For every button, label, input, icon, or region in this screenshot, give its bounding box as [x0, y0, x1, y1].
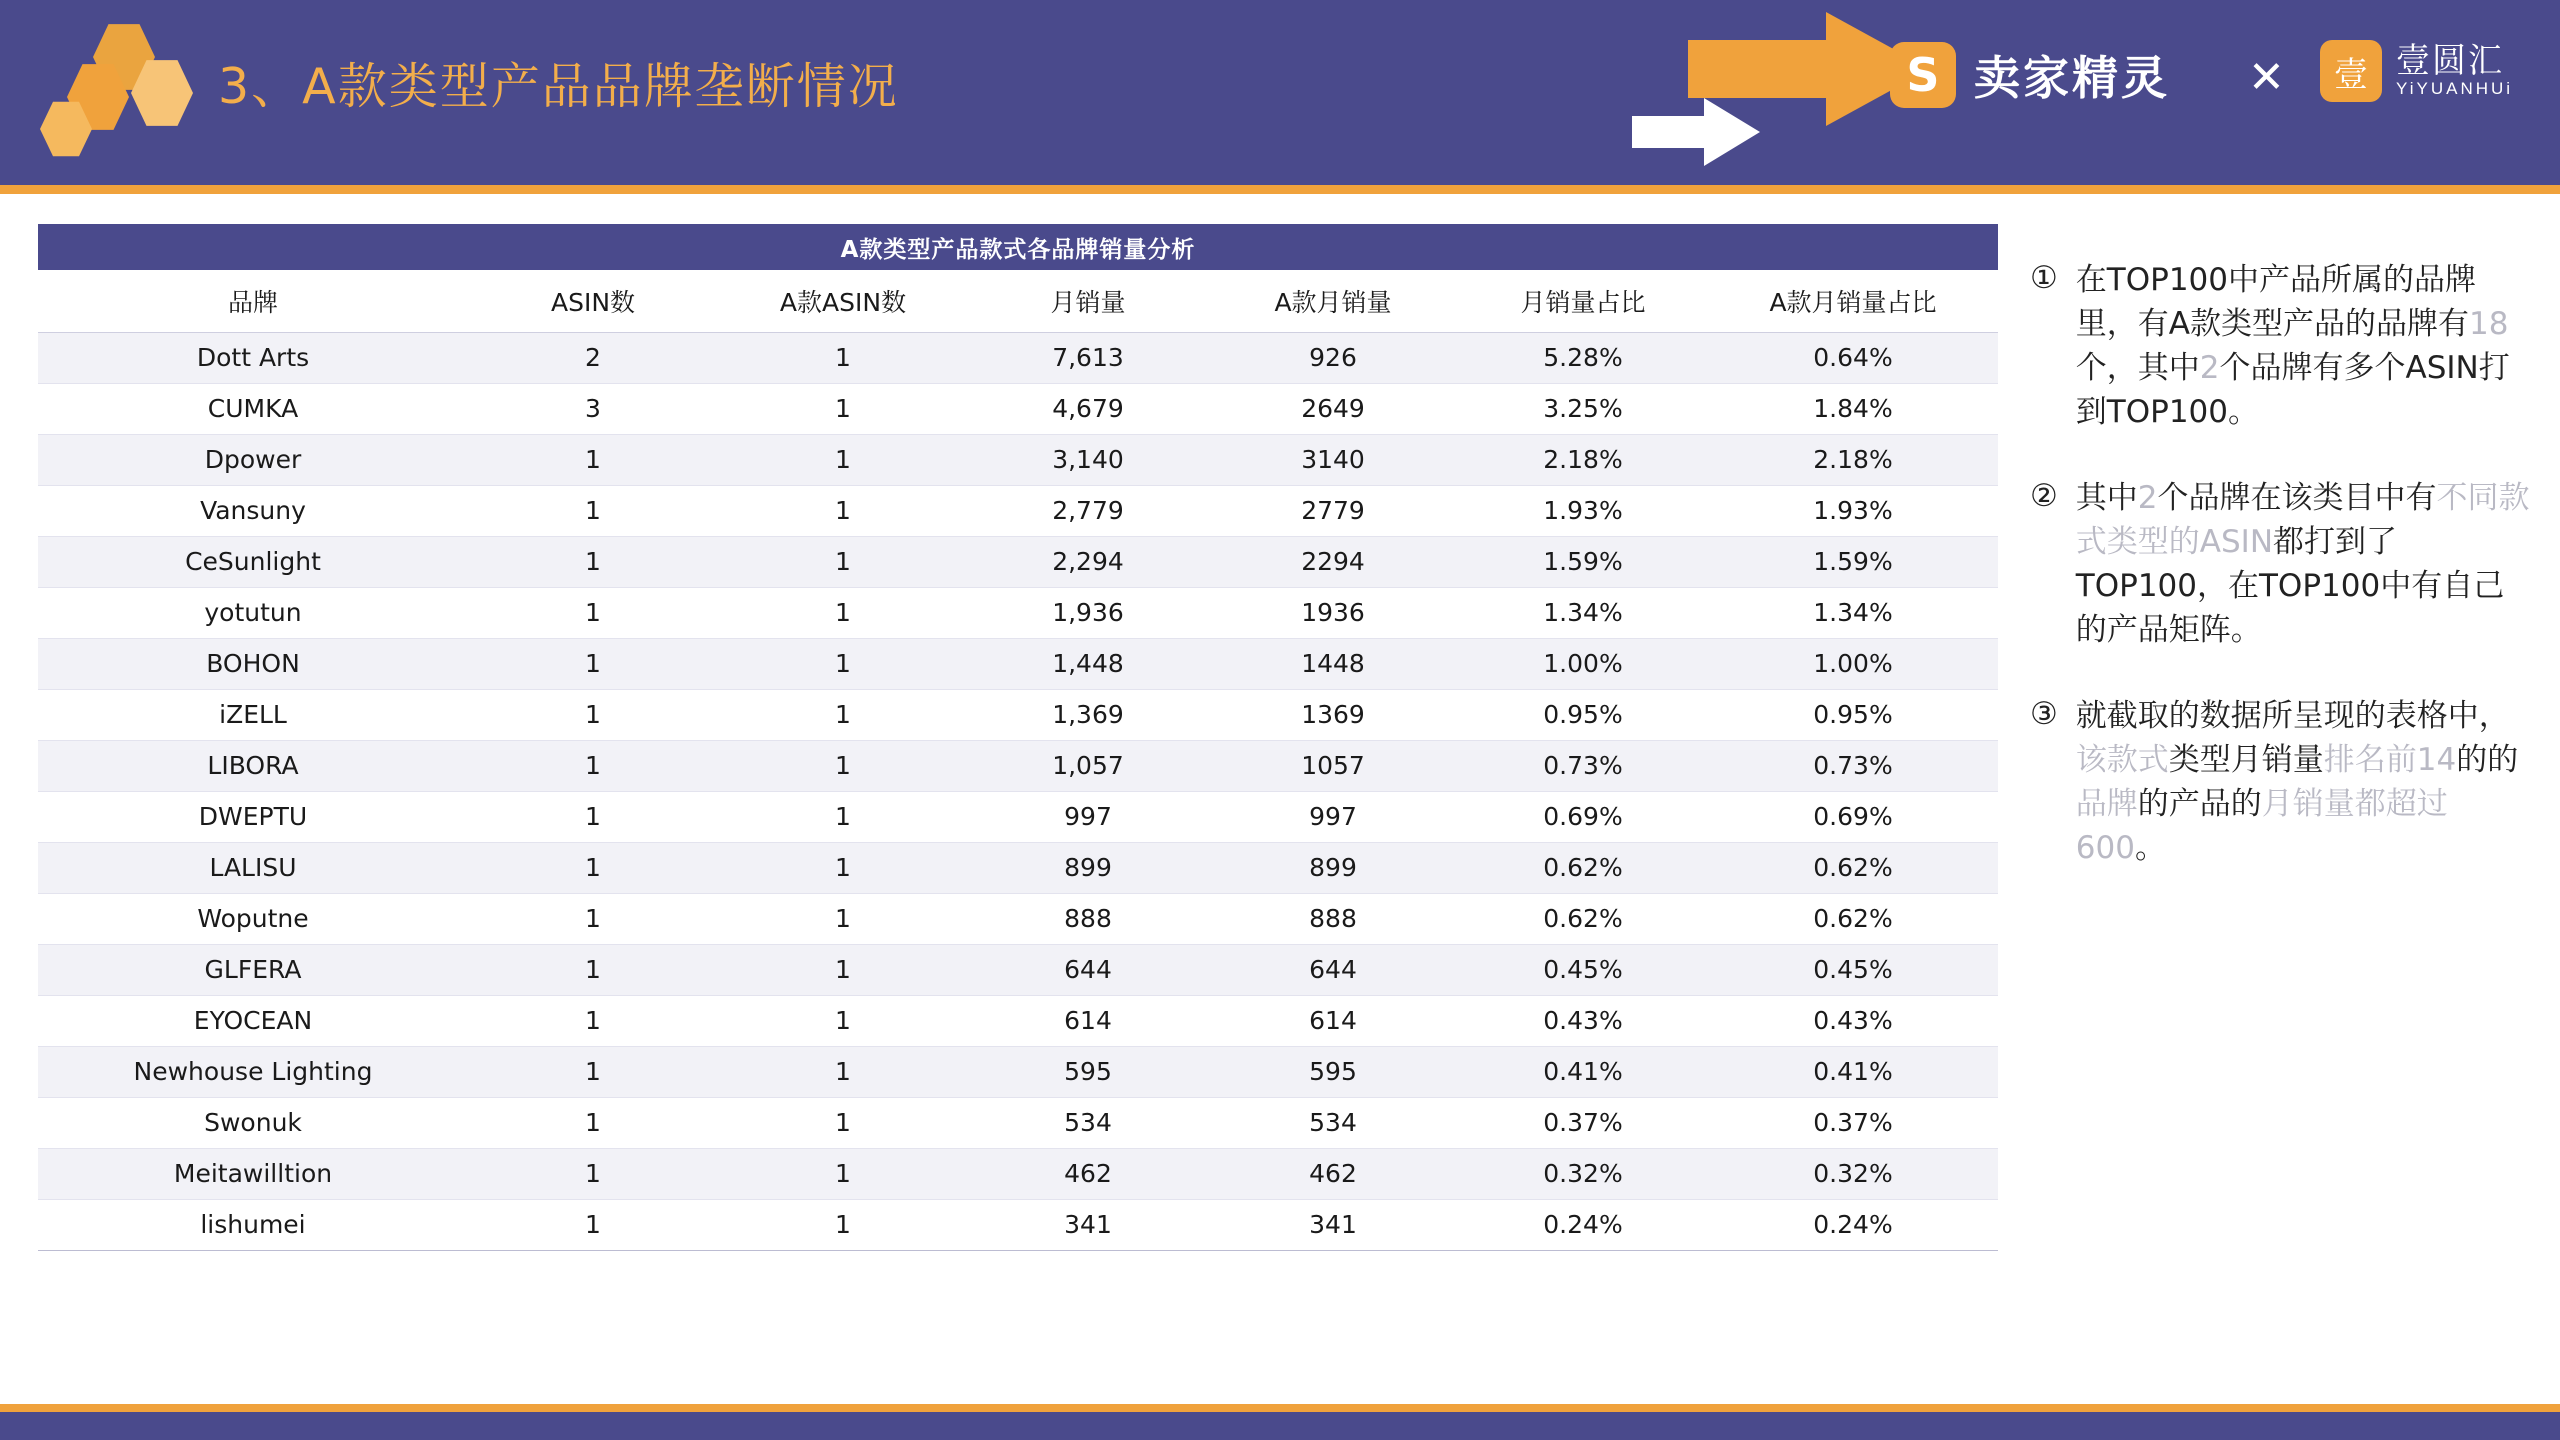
note-text-segment: 的的 — [2456, 742, 2519, 779]
cell-a-asin-count: 1 — [718, 995, 968, 1046]
brand-primary-logo — [1890, 42, 2170, 108]
cell-sales-share: 0.95% — [1458, 689, 1708, 740]
table-row — [38, 893, 1998, 944]
cell-brand: Vansuny — [38, 485, 468, 536]
cell-a-monthly-sales: 644 — [1208, 944, 1458, 995]
cell-sales-share: 0.43% — [1458, 995, 1708, 1046]
column-header-sales-share: 月销量占比 — [1458, 270, 1708, 332]
note-text-segment: 排名前14 — [2323, 742, 2457, 779]
cell-monthly-sales: 595 — [968, 1046, 1208, 1097]
note-marker: ③ — [2030, 696, 2058, 733]
cell-a-sales-share: 0.73% — [1708, 740, 1998, 791]
cell-sales-share: 0.62% — [1458, 842, 1708, 893]
column-header-asin-count: ASIN数 — [468, 270, 718, 332]
table-row — [38, 791, 1998, 842]
cell-asin-count: 1 — [468, 842, 718, 893]
cell-asin-count: 1 — [468, 536, 718, 587]
cell-a-monthly-sales: 899 — [1208, 842, 1458, 893]
cell-asin-count: 1 — [468, 995, 718, 1046]
cell-brand: Woputne — [38, 893, 468, 944]
cell-asin-count: 1 — [468, 689, 718, 740]
note-item — [2030, 476, 2530, 652]
note-text — [2076, 258, 2530, 434]
note-text-segment: 都打到了TOP100，在TOP100中有自己的产品矩阵。 — [2075, 524, 2505, 649]
cell-sales-share: 0.62% — [1458, 893, 1708, 944]
cell-brand: EYOCEAN — [38, 995, 468, 1046]
cell-brand: Newhouse Lighting — [38, 1046, 468, 1097]
cell-a-monthly-sales: 888 — [1208, 893, 1458, 944]
cell-monthly-sales: 2,779 — [968, 485, 1208, 536]
cell-a-sales-share: 1.00% — [1708, 638, 1998, 689]
table-row — [38, 944, 1998, 995]
cell-a-sales-share: 0.69% — [1708, 791, 1998, 842]
cell-monthly-sales: 462 — [968, 1148, 1208, 1199]
note-text-segment: 2 — [2137, 480, 2158, 517]
column-header-monthly-sales: 月销量 — [968, 270, 1208, 332]
cell-brand: BOHON — [38, 638, 468, 689]
cell-a-sales-share: 0.41% — [1708, 1046, 1998, 1097]
table-row — [38, 383, 1998, 434]
header-accent-divider — [0, 185, 2560, 194]
cell-asin-count: 1 — [468, 638, 718, 689]
cell-monthly-sales: 3,140 — [968, 434, 1208, 485]
cell-a-asin-count: 1 — [718, 638, 968, 689]
cell-sales-share: 1.00% — [1458, 638, 1708, 689]
cell-a-asin-count: 1 — [718, 332, 968, 383]
cell-a-asin-count: 1 — [718, 893, 968, 944]
cell-monthly-sales: 614 — [968, 995, 1208, 1046]
cell-a-monthly-sales: 2294 — [1208, 536, 1458, 587]
notes-list — [2030, 258, 2530, 912]
cell-asin-count: 3 — [468, 383, 718, 434]
cell-asin-count: 1 — [468, 791, 718, 842]
note-text-segment: 品牌 — [2075, 786, 2138, 823]
cell-sales-share: 2.18% — [1458, 434, 1708, 485]
cell-a-asin-count: 1 — [718, 1199, 968, 1250]
cell-a-sales-share: 0.45% — [1708, 944, 1998, 995]
brand-secondary-name-cn: 壹圆汇 — [2396, 41, 2504, 82]
note-text-segment: 在TOP100中产品所属的品牌里，有A款类型产品的品牌有 — [2075, 262, 2476, 343]
cell-a-asin-count: 1 — [718, 944, 968, 995]
cell-sales-share: 0.24% — [1458, 1199, 1708, 1250]
cell-sales-share: 1.93% — [1458, 485, 1708, 536]
table-row — [38, 485, 1998, 536]
brand-secondary-mark-icon: 壹 — [2320, 40, 2382, 102]
table-row — [38, 1097, 1998, 1148]
cell-asin-count: 1 — [468, 944, 718, 995]
cell-brand: LALISU — [38, 842, 468, 893]
brand-secondary-name-en: YiYUANHUi — [2396, 78, 2514, 98]
table-row — [38, 842, 1998, 893]
cell-a-asin-count: 1 — [718, 1046, 968, 1097]
column-header-a-sales-share: A款月销量占比 — [1708, 270, 1998, 332]
cell-a-monthly-sales: 2779 — [1208, 485, 1458, 536]
header-band — [0, 0, 2560, 185]
cell-sales-share: 0.37% — [1458, 1097, 1708, 1148]
cell-a-monthly-sales: 341 — [1208, 1199, 1458, 1250]
column-header-a-monthly-sales: A款月销量 — [1208, 270, 1458, 332]
cell-a-sales-share: 0.64% — [1708, 332, 1998, 383]
cell-monthly-sales: 534 — [968, 1097, 1208, 1148]
cell-brand: CUMKA — [38, 383, 468, 434]
cell-sales-share: 0.73% — [1458, 740, 1708, 791]
table-row — [38, 1148, 1998, 1199]
brand-secondary-logo — [2320, 40, 2513, 102]
note-text-segment: 个，其中 — [2075, 350, 2200, 387]
cell-a-asin-count: 1 — [718, 740, 968, 791]
note-item — [2030, 694, 2530, 870]
cell-a-monthly-sales: 2649 — [1208, 383, 1458, 434]
cell-a-sales-share: 1.93% — [1708, 485, 1998, 536]
table-header-row — [38, 270, 1998, 332]
cell-sales-share: 0.69% — [1458, 791, 1708, 842]
cell-monthly-sales: 997 — [968, 791, 1208, 842]
cell-a-asin-count: 1 — [718, 1097, 968, 1148]
cell-a-asin-count: 1 — [718, 536, 968, 587]
cell-a-sales-share: 0.32% — [1708, 1148, 1998, 1199]
cell-asin-count: 1 — [468, 740, 718, 791]
cell-a-monthly-sales: 1369 — [1208, 689, 1458, 740]
cell-a-asin-count: 1 — [718, 485, 968, 536]
cell-sales-share: 1.59% — [1458, 536, 1708, 587]
cell-brand: yotutun — [38, 587, 468, 638]
cell-brand: Meitawilltion — [38, 1148, 468, 1199]
cell-a-sales-share: 1.34% — [1708, 587, 1998, 638]
cell-a-asin-count: 1 — [718, 842, 968, 893]
cell-a-sales-share: 1.59% — [1708, 536, 1998, 587]
note-text-segment: 类型月销量 — [2168, 742, 2324, 779]
cell-monthly-sales: 7,613 — [968, 332, 1208, 383]
cell-a-sales-share: 2.18% — [1708, 434, 1998, 485]
cell-a-sales-share: 0.62% — [1708, 842, 1998, 893]
cell-monthly-sales: 1,448 — [968, 638, 1208, 689]
cell-asin-count: 1 — [468, 434, 718, 485]
cell-a-sales-share: 0.95% — [1708, 689, 1998, 740]
cell-a-sales-share: 1.84% — [1708, 383, 1998, 434]
cell-a-asin-count: 1 — [718, 587, 968, 638]
cell-asin-count: 1 — [468, 1148, 718, 1199]
note-text — [2076, 476, 2530, 652]
cell-sales-share: 5.28% — [1458, 332, 1708, 383]
cell-a-monthly-sales: 614 — [1208, 995, 1458, 1046]
note-text-segment: 的产品的 — [2137, 786, 2262, 823]
cell-brand: iZELL — [38, 689, 468, 740]
note-text-segment: 18 — [2469, 306, 2509, 343]
table-row — [38, 740, 1998, 791]
cell-monthly-sales: 899 — [968, 842, 1208, 893]
footer-band — [0, 1412, 2560, 1440]
cell-asin-count: 2 — [468, 332, 718, 383]
cell-brand: GLFERA — [38, 944, 468, 995]
cell-a-sales-share: 0.43% — [1708, 995, 1998, 1046]
table-row — [38, 1046, 1998, 1097]
cell-a-asin-count: 1 — [718, 1148, 968, 1199]
cell-a-monthly-sales: 997 — [1208, 791, 1458, 842]
cell-a-asin-count: 1 — [718, 689, 968, 740]
note-text-segment: 个品牌在该类目中有 — [2157, 480, 2437, 517]
cell-a-asin-count: 1 — [718, 791, 968, 842]
brand-primary-name: 卖家精灵 — [1974, 51, 2170, 105]
cell-a-monthly-sales: 3140 — [1208, 434, 1458, 485]
cell-monthly-sales: 644 — [968, 944, 1208, 995]
cell-brand: lishumei — [38, 1199, 468, 1250]
cell-asin-count: 1 — [468, 1097, 718, 1148]
cell-asin-count: 1 — [468, 1046, 718, 1097]
table-row — [38, 587, 1998, 638]
cell-a-monthly-sales: 1448 — [1208, 638, 1458, 689]
column-header-brand: 品牌 — [38, 270, 468, 332]
cell-monthly-sales: 888 — [968, 893, 1208, 944]
note-text-segment: 个品牌有多个ASIN打到TOP100。 — [2075, 350, 2510, 431]
cell-a-monthly-sales: 595 — [1208, 1046, 1458, 1097]
note-item — [2030, 258, 2530, 434]
cell-asin-count: 1 — [468, 485, 718, 536]
cell-a-asin-count: 1 — [718, 383, 968, 434]
cell-brand: CeSunlight — [38, 536, 468, 587]
cell-a-sales-share: 0.62% — [1708, 893, 1998, 944]
cell-a-monthly-sales: 1057 — [1208, 740, 1458, 791]
table-row — [38, 638, 1998, 689]
cell-a-monthly-sales: 926 — [1208, 332, 1458, 383]
table-row — [38, 434, 1998, 485]
note-text — [2076, 694, 2530, 870]
cell-monthly-sales: 4,679 — [968, 383, 1208, 434]
cell-asin-count: 1 — [468, 1199, 718, 1250]
note-text-segment: 。 — [2134, 830, 2166, 867]
cell-sales-share: 0.45% — [1458, 944, 1708, 995]
cell-a-asin-count: 1 — [718, 434, 968, 485]
note-marker: ② — [2030, 478, 2058, 515]
cell-sales-share: 1.34% — [1458, 587, 1708, 638]
note-text-segment: 其中 — [2075, 480, 2138, 517]
note-text-segment: 2 — [2199, 350, 2220, 387]
table-body — [38, 332, 1998, 1250]
footer-accent-divider — [0, 1404, 2560, 1412]
cell-monthly-sales: 1,369 — [968, 689, 1208, 740]
brand-sales-table — [38, 270, 1998, 1251]
table-row — [38, 689, 1998, 740]
note-text-segment: 不同款式类型的ASIN — [2075, 480, 2530, 561]
note-marker: ① — [2030, 260, 2058, 296]
cell-monthly-sales: 1,057 — [968, 740, 1208, 791]
brand-separator-icon: ✕ — [2248, 52, 2285, 103]
arrow-right-small-icon — [1632, 98, 1760, 166]
table-title: A款类型产品款式各品牌销量分析 — [38, 224, 1998, 270]
cell-sales-share: 3.25% — [1458, 383, 1708, 434]
cell-a-monthly-sales: 462 — [1208, 1148, 1458, 1199]
cell-asin-count: 1 — [468, 587, 718, 638]
note-text-segment: 就截取的数据所呈现的表格中， — [2075, 698, 2510, 735]
cell-sales-share: 0.41% — [1458, 1046, 1708, 1097]
note-text-segment: 月销量都超过600 — [2075, 786, 2448, 867]
cell-a-monthly-sales: 534 — [1208, 1097, 1458, 1148]
table-row — [38, 995, 1998, 1046]
table-row — [38, 1199, 1998, 1250]
cell-asin-count: 1 — [468, 893, 718, 944]
brand-primary-mark-icon: S — [1890, 42, 1956, 108]
column-header-a-asin-count: A款ASIN数 — [718, 270, 968, 332]
cell-monthly-sales: 341 — [968, 1199, 1208, 1250]
note-text-segment: 该款式 — [2075, 742, 2169, 779]
cell-a-sales-share: 0.24% — [1708, 1199, 1998, 1250]
hexagon-logo-icon — [35, 22, 195, 162]
cell-sales-share: 0.32% — [1458, 1148, 1708, 1199]
cell-brand: Dpower — [38, 434, 468, 485]
cell-monthly-sales: 2,294 — [968, 536, 1208, 587]
page-title: 3、A款类型产品品牌垄断情况 — [218, 58, 899, 115]
table-row — [38, 536, 1998, 587]
cell-a-sales-share: 0.37% — [1708, 1097, 1998, 1148]
cell-a-monthly-sales: 1936 — [1208, 587, 1458, 638]
cell-brand: DWEPTU — [38, 791, 468, 842]
sales-table-container — [38, 224, 1998, 1251]
table-row — [38, 332, 1998, 383]
cell-brand: Swonuk — [38, 1097, 468, 1148]
cell-brand: Dott Arts — [38, 332, 468, 383]
cell-monthly-sales: 1,936 — [968, 587, 1208, 638]
cell-brand: LIBORA — [38, 740, 468, 791]
